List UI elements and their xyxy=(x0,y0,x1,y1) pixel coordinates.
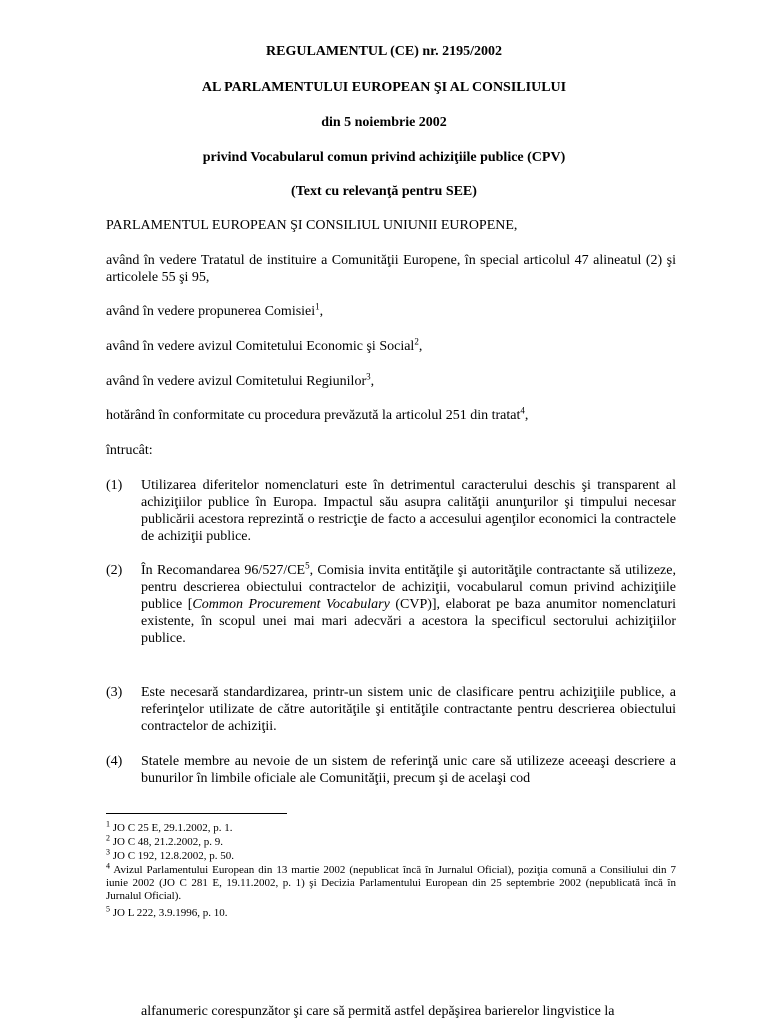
footnote-ref[interactable]: 4 xyxy=(520,405,525,416)
regulation-issuer: AL PARLAMENTULUI EUROPEAN ŞI AL CONSILIULUI xyxy=(201,80,567,95)
preamble-treaty: având în vedere Tratatul de instituire a Comunităţii Europene, în special articolul 47 alineatul (2) şi articolele 55 şi 95, xyxy=(106,253,676,285)
recital-text: În Recomandarea $96/527/CE^5$, Comisia invita entităţile şi autorităţile contractante să utilizeze, pentru descrierea obiectului contractelor de achiziţii, vocabularul comun privind achiziţiile publice [Common Procurement Vocabulary (CVP)], elaborat pe baza anumitor nomenclaturi existente, în scopul unei mai mari adecvări a acestora la specificul sectorului achiziţiilor publice. xyxy=(141,560,676,646)
footnote: $^2$ JO C 48, 21.2.2002, p. 9. xyxy=(106,833,224,848)
recital-number: (2) xyxy=(106,563,123,578)
preamble-authority: PARLAMENTUL EUROPEAN ŞI CONSILIUL UNIUNII EUROPENE, xyxy=(106,218,518,233)
footnote-ref[interactable]: 2 xyxy=(414,336,419,347)
footnote-ref[interactable]: 1 xyxy=(315,301,320,312)
regulation-eea-note: (Text cu relevanţă pentru SEE) xyxy=(291,184,477,199)
footnote: $^5$ JO L 222, 3.9.1996, p. 10. xyxy=(106,904,228,919)
recital-text: Este necesară standardizarea, printr-un sistem unic de clasificare pentru achiziţiile publice, a referinţelor utilizate de către autorităţile şi entităţile contractante pentru descrierea obiectului contractelor de achiziţii. xyxy=(141,685,676,734)
preamble-esc-opinion: având în vedere avizul Comitetului Economic şi Social$^2$, xyxy=(106,336,423,354)
footnote-ref[interactable]: 3 xyxy=(366,371,371,382)
footnote: $^3$ JO C 192, 12.8.2002, p. 50. xyxy=(106,847,235,862)
cpv-english-name: Common Procurement Vocabulary xyxy=(192,597,390,612)
regulation-subject: privind Vocabularul comun privind achiziţiile publice (CPV) xyxy=(202,150,566,165)
recital-text: Statele membre au nevoie de un sistem de referinţă unic care să utilizeze aceeaşi descriere a bunurilor în limbile oficiale ale Comunităţii, precum şi de acelaşi cod xyxy=(141,754,676,786)
footnote-separator xyxy=(106,813,287,814)
preamble-procedure: hotărând în conformitate cu procedura prevăzută la articolul 251 din tratat$^4$, xyxy=(106,405,529,423)
regulation-date: din 5 noiembrie 2002 xyxy=(321,115,447,130)
preamble-cor-opinion: având în vedere avizul Comitetului Regiunilor$^3$, xyxy=(106,371,375,389)
preamble-proposal: având în vedere propunerea Comisiei$^1$, xyxy=(106,301,324,319)
regulation-title: REGULAMENTUL (CE) nr. 2195/2002 xyxy=(266,44,502,59)
recital-text: Utilizarea diferitelor nomenclaturi este în detrimentul caracterului deschis şi transparent al achiziţiilor publice în Europa. Impactul său asupra calităţii anunţurilor şi timpului necesar publicării acestora reprezintă o restricţie de facto a accesului agenţilor economici la contractele de achiziţii publice. xyxy=(141,478,676,544)
footnote: $^4$ Avizul Parlamentului European din 13 martie 2002 (nepublicat încă în Jurnalul Oficial), poziţia comună a Consiliului din 7 iunie 2002 (JO C 281 E, 19.11.2002, p. 1) şi Decizia Parlamentului European din 25 septembrie 2002 (nepublicată încă în Jurnalul Oficial). xyxy=(106,861,676,902)
preamble-whereas: întrucât: xyxy=(106,443,153,458)
recital-continuation: alfanumeric corespunzător şi care să permită astfel depăşirea barierelor lingvistice la xyxy=(141,1004,615,1019)
footnote-ref[interactable]: 5 xyxy=(305,560,310,571)
recital-number: (4) xyxy=(106,754,123,769)
recital-number: (1) xyxy=(106,478,123,493)
footnote: $^1$ JO C 25 E, 29.1.2002, p. 1. xyxy=(106,819,233,834)
recital-number: (3) xyxy=(106,685,123,700)
